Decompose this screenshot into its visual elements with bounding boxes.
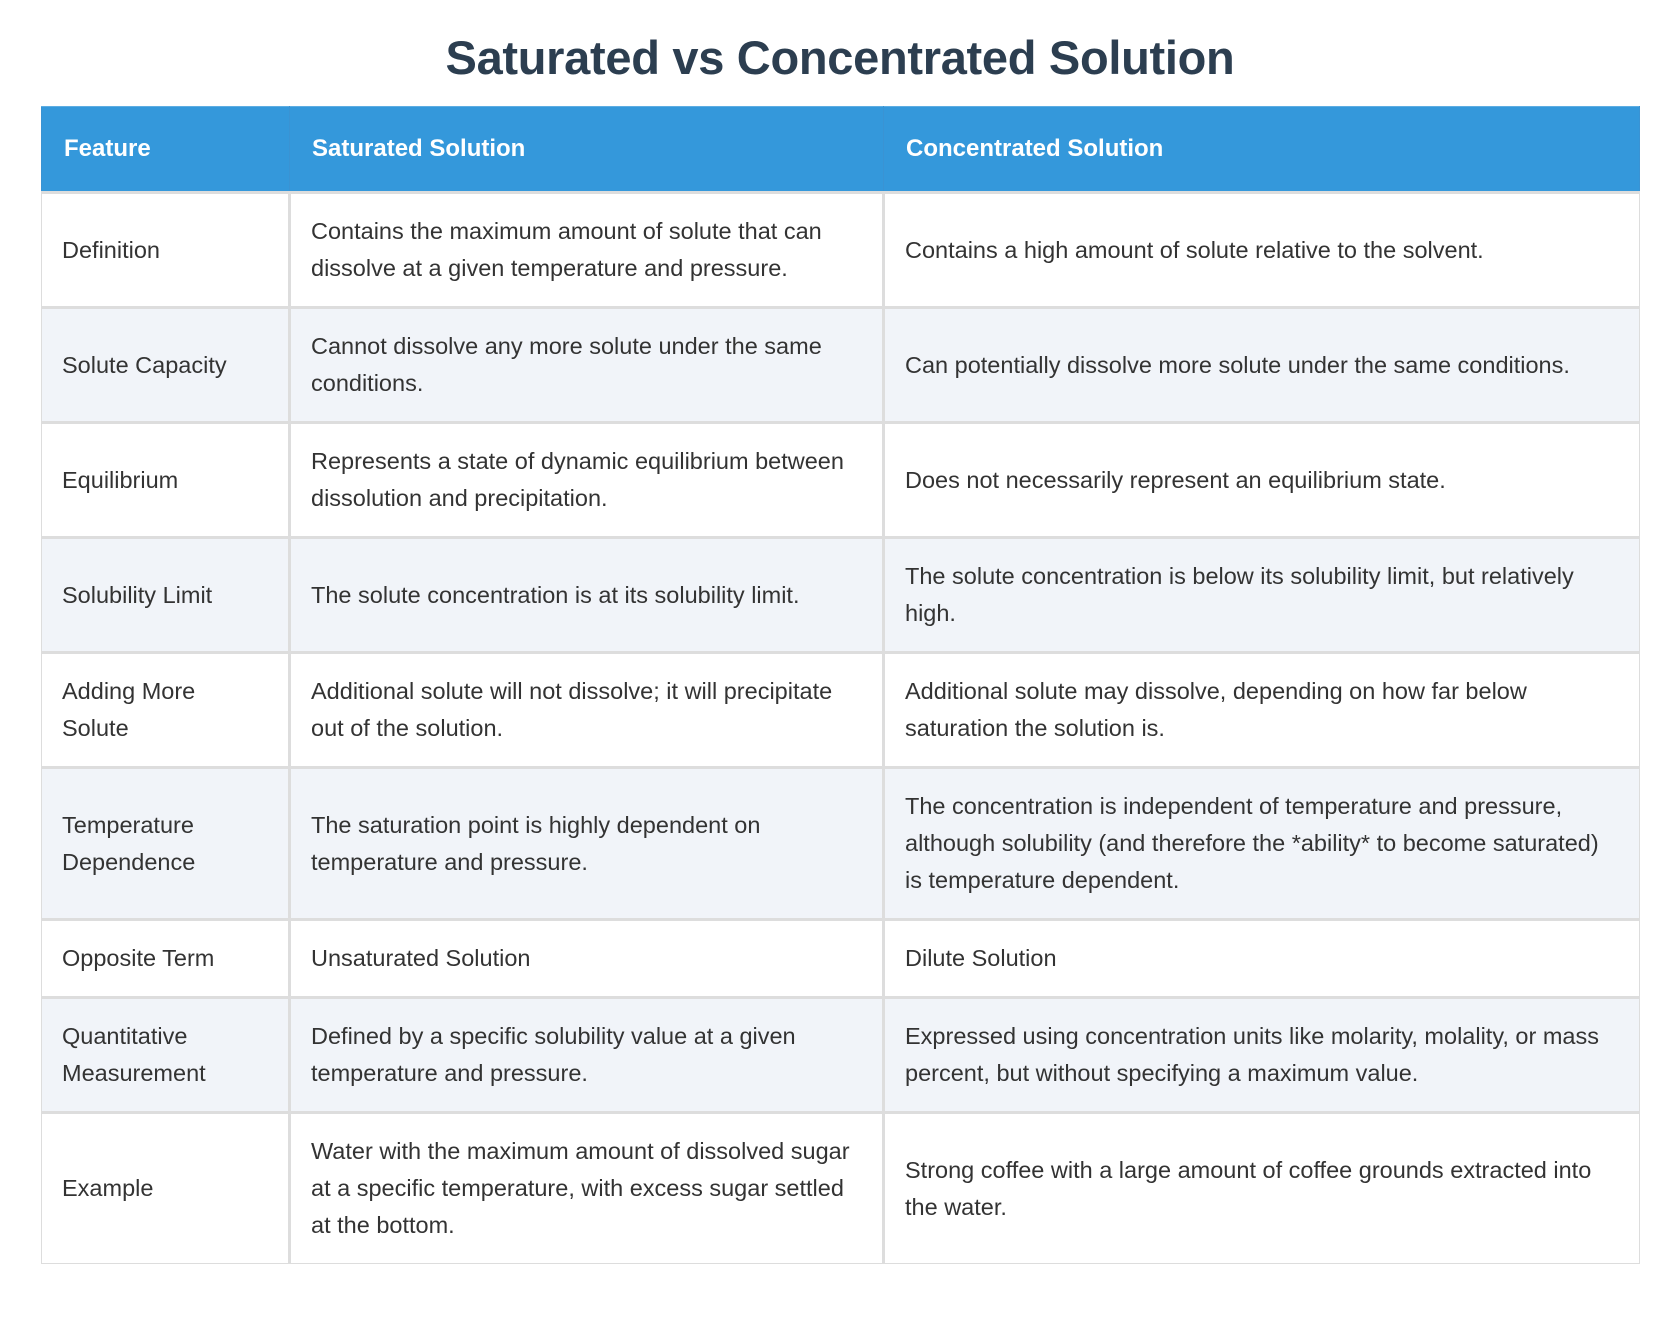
cell-feature: Solubility Limit [42, 538, 290, 653]
cell-concentrated: Strong coffee with a large amount of coffee grounds extracted into the water. [884, 1113, 1640, 1264]
table-row-opposite-term [42, 920, 1640, 998]
cell-feature: Temperature Dependence [42, 768, 290, 920]
cell-concentrated: Can potentially dissolve more solute under the same conditions. [884, 308, 1640, 423]
cell-feature: Example [42, 1113, 290, 1264]
cell-saturated: The saturation point is highly dependent on temperature and pressure. [290, 768, 884, 920]
cell-feature: Equilibrium [42, 423, 290, 538]
cell-concentrated: Does not necessarily represent an equilibrium state. [884, 423, 1640, 538]
cell-saturated: Represents a state of dynamic equilibrium between dissolution and precipitation. [290, 423, 884, 538]
cell-saturated: Defined by a specific solubility value at a given temperature and pressure. [290, 998, 884, 1113]
cell-feature: Definition [42, 193, 290, 308]
header-concentrated-solution: Concentrated Solution [884, 107, 1640, 193]
comparison-table [41, 106, 1640, 1264]
cell-concentrated: Dilute Solution [884, 920, 1640, 998]
cell-feature: Opposite Term [42, 920, 290, 998]
table-row-solubility-limit [42, 538, 1640, 653]
cell-saturated: Water with the maximum amount of dissolved sugar at a specific temperature, with excess sugar settled at the bottom. [290, 1113, 884, 1264]
table-body [42, 193, 1640, 1264]
table-row-solute-capacity [42, 308, 1640, 423]
cell-feature: Solute Capacity [42, 308, 290, 423]
cell-concentrated: Additional solute may dissolve, depending on how far below saturation the solution is. [884, 653, 1640, 768]
header-row [42, 107, 1640, 193]
table-row-temperature-dependence [42, 768, 1640, 920]
cell-saturated: Cannot dissolve any more solute under the same conditions. [290, 308, 884, 423]
cell-saturated: Contains the maximum amount of solute that can dissolve at a given temperature and pressure. [290, 193, 884, 308]
cell-concentrated: Contains a high amount of solute relative to the solvent. [884, 193, 1640, 308]
cell-concentrated: The concentration is independent of temperature and pressure, although solubility (and therefore the *ability* to become saturated) is temperature dependent. [884, 768, 1640, 920]
cell-saturated: The solute concentration is at its solubility limit. [290, 538, 884, 653]
cell-feature: Quantitative Measurement [42, 998, 290, 1113]
table-row-quantitative-measurement [42, 998, 1640, 1113]
cell-feature: Adding More Solute [42, 653, 290, 768]
table-row-equilibrium [42, 423, 1640, 538]
cell-concentrated: Expressed using concentration units like molarity, molality, or mass percent, but without specifying a maximum value. [884, 998, 1640, 1113]
cell-saturated: Additional solute will not dissolve; it will precipitate out of the solution. [290, 653, 884, 768]
table-header [42, 107, 1640, 193]
cell-concentrated: The solute concentration is below its solubility limit, but relatively high. [884, 538, 1640, 653]
table-row-adding-more-solute [42, 653, 1640, 768]
table-row-example [42, 1113, 1640, 1264]
table-row-definition [42, 193, 1640, 308]
cell-saturated: Unsaturated Solution [290, 920, 884, 998]
header-feature: Feature [42, 107, 290, 193]
page-title: Saturated vs Concentrated Solution [445, 31, 1235, 84]
header-saturated-solution: Saturated Solution [290, 107, 884, 193]
